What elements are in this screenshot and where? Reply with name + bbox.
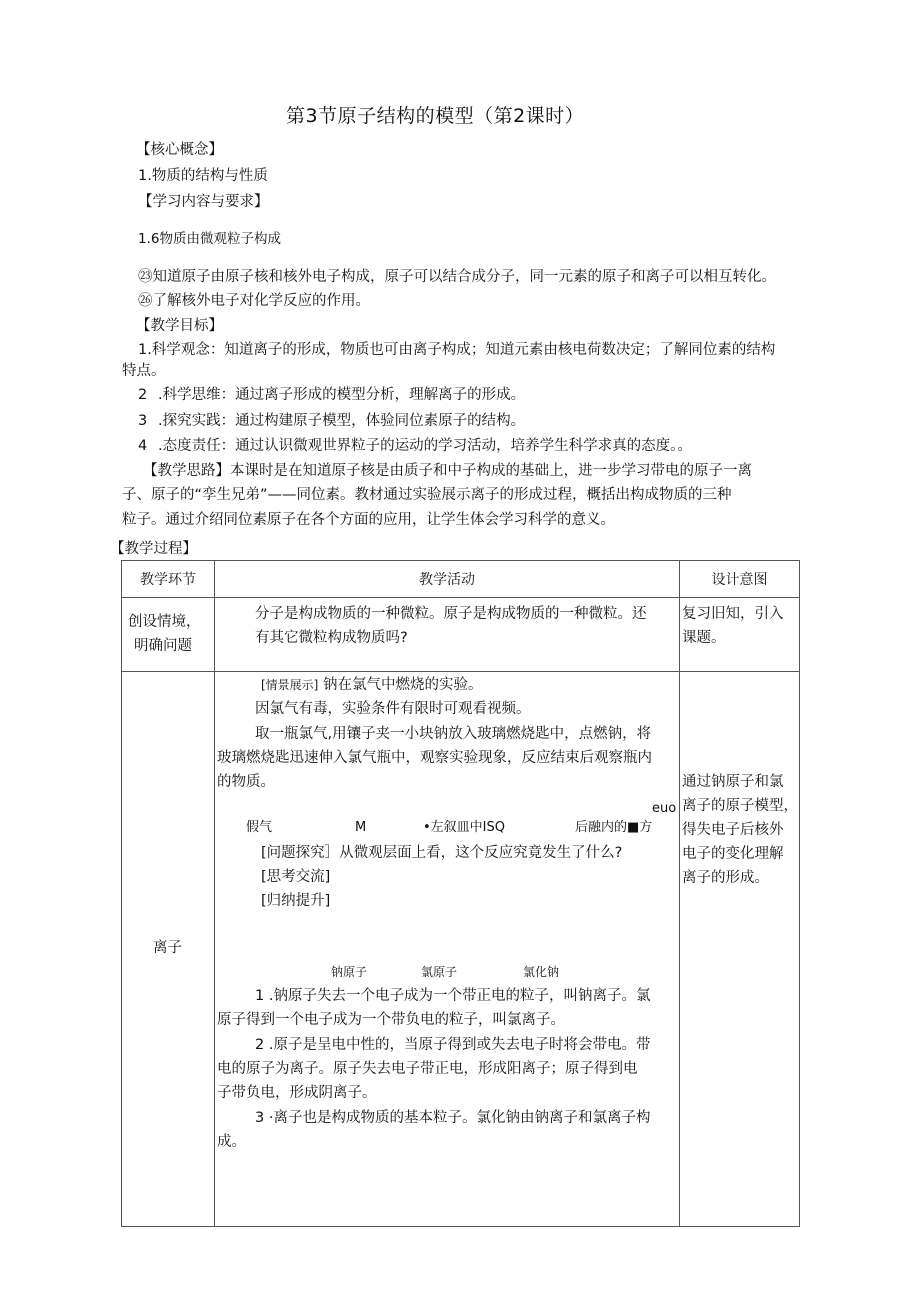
table-header-row (122, 561, 800, 598)
goals-heading: 【教学目标】 (136, 318, 223, 334)
goal-1-line-1: 1.科学观念：知道离子的形成，物质也可由离子构成；知道元素由核电荷数决定；了解同位素的结构 (138, 342, 776, 358)
figure-caption-a: 假气 (246, 820, 273, 835)
label-sodium-atom: 钠原子 (331, 965, 368, 979)
learning-item: 1.6物质由微观粒子构成 (138, 231, 281, 247)
process-heading: 【教学过程】 (110, 541, 197, 557)
summary-3-line-1: 3 ·离子也是构成物质的基本粒子。氯化钠由钠离子和氯离子构 (255, 1110, 651, 1126)
row2-paragraph-2-line-3: 的物质。 (217, 774, 275, 790)
approach-line-2: 子、原子的“孪生兄弟”——同位素。教材通过实验展示离子的形成过程，概括出构成物质的三种 (122, 487, 732, 503)
row2-intent-line-1: 通过钠原子和氯 (682, 774, 784, 790)
row1-intent-line-2: 课题。 (682, 630, 726, 646)
goal-4-number: 4 (138, 438, 148, 454)
header-stage: 教学环节 (122, 561, 215, 598)
summary-2-line-3: 子带负电，形成阴离子。 (217, 1085, 377, 1101)
figure-caption-d: 后融内的■方 (575, 820, 653, 835)
label-sodium-chloride: 氯化钠 (523, 965, 560, 979)
goal-2: .科学思维：通过离子形成的模型分析，理解离子的形成。 (158, 387, 526, 403)
row2-intent-line-4: 电子的变化理解 (682, 846, 784, 862)
approach-line-1: 【教学思路】本课时是在知道原子核是由质子和中子构成的基础上，进一步学习带电的原子一离 (143, 463, 752, 479)
page-title: 第3节原子结构的模型（第2课时） (286, 105, 585, 127)
table-row (122, 672, 800, 1227)
core-concept-item: 1.物质的结构与性质 (138, 168, 268, 184)
row2-intent-line-5: 离子的形成。 (682, 870, 769, 886)
row1-stage-line-2: 明确问题 (134, 638, 192, 654)
summary-2-line-2: 电的原子为离子。原子失去电子带正电，形成阳离子；原子得到电 (217, 1061, 638, 1077)
summary-2-line-1: 2 .原子是呈电中性的，当原子得到或失去电子时将会带电。带 (255, 1037, 651, 1053)
question-explore: [问题探究］从微观层面上看，这个反应究竟发生了什么? (261, 845, 623, 861)
scene-text: 钠在氯气中燃烧的实验。 (322, 677, 483, 693)
goal-2-number: 2 (138, 387, 148, 403)
row2-intent-line-2: 离子的原子模型， (682, 798, 798, 814)
figure-caption-fragment-right: euo (652, 801, 677, 816)
summary-1-line-1: 1 .钠原子失去一个电子成为一个带正电的粒子，叫钠离子。氯 (255, 988, 651, 1004)
label-chlorine-atom: 氯原子 (421, 965, 458, 979)
summary-3-line-2: 成。 (217, 1134, 246, 1150)
row1-stage-line-1: 创设情境， (128, 614, 201, 630)
header-intent: 设计意图 (680, 561, 800, 598)
row1-intent-line-1: 复习旧知，引入 (682, 606, 784, 622)
approach-line-3: 粒子。通过介绍同位素原子在各个方面的应用，让学生体会学习科学的意义。 (122, 512, 615, 528)
row2-paragraph-2-line-1: 取一瓶氯气,用镶子夹一小块钠放入玻璃燃烧匙中，点燃钠，将 (255, 726, 652, 742)
row2-stage: 离子 (153, 940, 182, 956)
row2-paragraph-2-line-2: 玻璃燃烧匙迅速伸入氯气瓶中，观察实验现象，反应结束后观察瓶内 (217, 750, 652, 766)
row1-activity-line-1: 分子是构成物质的一种微粒。原子是构成物质的一种微粒。还 (255, 606, 647, 622)
goal-3-number: 3 (138, 413, 148, 429)
row2-paragraph-1: 因氯气有毒，实验条件有限时可观看视频。 (255, 701, 531, 717)
goal-4: .态度责任：通过认识微观世界粒子的运动的学习活动，培养学生科学求真的态度。。 (158, 438, 692, 454)
row2-intent-line-3: 得失电子后核外 (682, 822, 784, 838)
think-exchange: [思考交流] (261, 869, 331, 885)
learning-requirement-1: ㉓知道原子由原子核和核外电子构成，原子可以结合成分子，同一元素的原子和离子可以相互转化。 (138, 269, 776, 285)
process-table (121, 560, 800, 1227)
figure-caption-c: •左叙皿中ISQ (423, 820, 505, 835)
learning-requirement-2: ㉖了解核外电子对化学反应的作用。 (138, 293, 370, 309)
goal-3: .探究实践：通过构建原子模型，体验同位素原子的结构。 (158, 413, 526, 429)
learning-heading: 【学习内容与要求】 (138, 194, 269, 210)
goal-1-line-2: 特点。 (122, 363, 166, 379)
header-activity: 教学活动 (215, 561, 680, 598)
scene-tag: [情景展示] (261, 678, 319, 692)
table-row (122, 598, 800, 672)
summary-1-line-2: 原子得到一个电子成为一个带负电的粒子，叫氯离子。 (217, 1012, 565, 1028)
summarize-improve: [归纳提升] (261, 893, 331, 909)
figure-caption-b: M (355, 820, 367, 835)
row1-activity-line-2: 有其它微粒构成物质吗? (255, 630, 408, 646)
core-concept-heading: 【核心概念】 (136, 142, 223, 158)
